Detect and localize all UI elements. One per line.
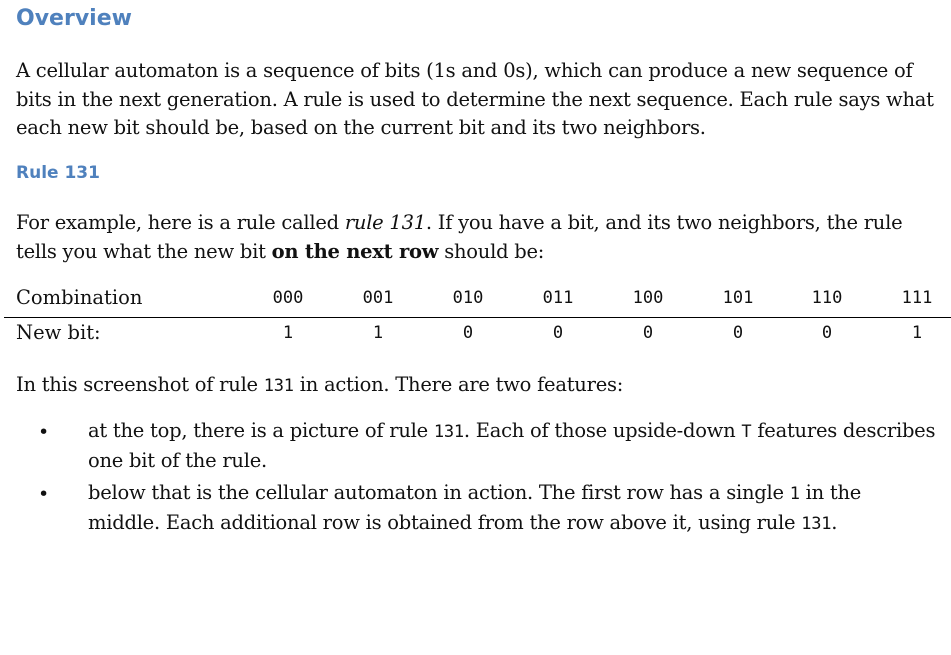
new-bit-cell: 0 [462,323,474,343]
intro-paragraph: A cellular automaton is a sequence of bits (1s and 0s), which can produce a new sequence of bits in the next generation. A rule is used to determine the next sequence. Each rule says what each new bit should be, based on the current bit and its two neighbors. [16,59,934,139]
combination-cell: 010 [452,288,484,308]
bullet1-text-2: . Each of those upside-down [463,419,742,442]
combination-cell: 101 [722,288,754,308]
combination-cell: 111 [901,288,933,308]
example-text-1: For example, here is a rule called [16,211,345,234]
bullet1-text-3: features describes one bit of the rule. [88,419,936,472]
rule-name-italic: rule 131 [344,211,426,234]
bullet2-code-2: 131 [801,513,832,534]
new-bit-cell: 0 [552,323,564,343]
example-text-2: . If you have a bit, and its two neighbors, the rule tells you what the new bit [16,211,903,263]
rule-number-code: 131 [263,376,294,396]
bullet1-text-1: at the top, there is a picture of rule [88,419,434,442]
combination-cell: 011 [542,288,574,308]
rule-table [4,284,951,350]
screenshot-intro-paragraph [16,371,946,401]
bullet2-text-1: below that is the cellular automaton in action. The first row has a single [88,481,790,504]
rule-table-value-row [4,319,951,351]
list-item-text [88,417,938,475]
bullet-icon: • [38,421,50,443]
new-bit-cell: 0 [821,323,833,343]
example-paragraph [16,209,946,266]
list-item-text [88,479,938,538]
new-bit-label: New bit: [16,321,101,344]
new-bit-cell: 1 [372,323,384,343]
bullet2-code-1: 1 [789,484,800,504]
feature-list [0,417,951,542]
new-bit-cell: 0 [732,323,744,343]
rule-table-header-row [4,284,951,316]
new-bit-cell: 0 [642,323,654,343]
combination-cell: 100 [632,288,664,308]
rule-heading: Rule 131 [16,163,100,183]
bullet2-text-2: in the middle. Each additional row is obtained from the row above it, using rule [88,481,862,534]
example-text-3: should be: [438,239,545,263]
combination-cell: 001 [362,288,394,308]
bullet1-code-2: T [741,422,752,442]
screenshot-text-1: In this screenshot of rule [16,373,264,396]
bullet2-text-3: . [831,510,838,534]
new-bit-cell: 1 [282,323,294,343]
list-item [0,417,951,475]
new-bit-cell: 1 [911,323,923,343]
combination-cell: 000 [272,288,304,308]
bullet1-code-1: 131 [433,422,464,442]
combination-label: Combination [16,286,143,309]
bullet-icon: • [38,483,50,505]
combination-cell: 110 [811,288,843,308]
table-divider [4,317,951,318]
screenshot-text-2: in action. There are two features: [293,373,624,396]
list-item [0,479,951,538]
overview-heading: Overview [16,6,132,31]
next-row-bold: on the next row [271,239,439,263]
